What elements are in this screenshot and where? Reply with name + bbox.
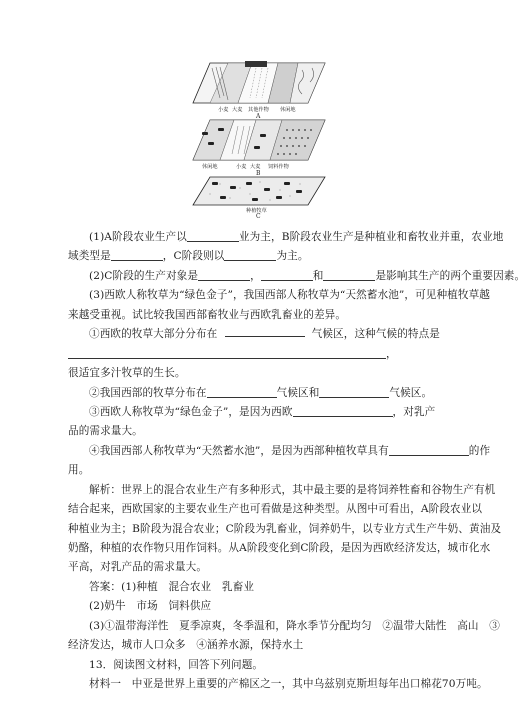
analysis-line-1: 解析：世界上的混合农业生产有多种形式，其中最主要的是将饲养牲畜和谷物生产有机	[89, 483, 496, 496]
q2-blank-3	[323, 269, 375, 281]
q3-s1-blank-2	[68, 347, 386, 359]
q3-s4-blank	[389, 444, 469, 456]
q13-line-2: 材料一 中亚是世界上重要的产棉区之一，其中乌兹别克斯坦每年出口棉花70万吨。	[89, 678, 488, 691]
q3-s3-blank	[293, 405, 393, 417]
q3-s4-line-2: 用。	[68, 464, 90, 477]
panel-b-label-wheat: 小麦	[236, 164, 247, 170]
panel-b-label-barley: 大麦	[250, 164, 261, 170]
stages-illustration	[190, 58, 330, 218]
q3-intro-line-2: 来越受重视。试比较我国西部畜牧业与西欧乳畜业的差异。	[68, 308, 347, 321]
q3-s1-line-3: 很适宜多汁牧草的生长。	[68, 367, 186, 380]
agriculture-stages-figure	[190, 58, 330, 218]
q2-line: (2)C阶段的生产对象是 ， 和 是影响其生产的两个重要因素。	[89, 269, 525, 282]
panel-a-label-fallow: 休闲地	[280, 107, 296, 113]
q3-s4-line: ④我国西部人称牧草为“天然蓄水池”，是因为西部种植牧草具有 的作	[89, 444, 491, 457]
analysis-line-2: 结合起来，西欧国家的主要农业生产也可看做是这种类型。从图中可看出，A阶段农业以	[68, 503, 483, 516]
panel-a	[193, 61, 325, 120]
panel-a-tag: A	[256, 113, 261, 120]
panel-c-tag: C	[256, 213, 261, 220]
panel-c	[193, 177, 325, 220]
panel-a-label-wheat: 小麦	[218, 107, 229, 113]
q1-line-2: 域类型是 ，C阶段则以 为主。	[68, 250, 309, 263]
analysis-line-3: 种植业为主；B阶段为混合农业；C阶段为乳畜业，饲养奶牛，以专业方式生产牛奶、黄油及	[68, 522, 502, 535]
answer-line-4: 经济发达，城市人口众多 ④涵养水源，保持水土	[68, 639, 304, 652]
panel-b-label-feed-crops: 饲料作物	[268, 164, 289, 170]
q1-blank-3	[224, 249, 276, 261]
panel-b-tag: B	[256, 170, 261, 177]
analysis-line-4: 奶酪，种植的农作物只用作饲料。从A阶段变化到C阶段，是因为西欧经济发达，城市化水	[68, 542, 491, 554]
q3-intro-line-1: (3)西欧人称牧草为“绿色金子”，我国西部人称牧草为“天然蓄水池”，可见种植牧草越	[89, 289, 490, 302]
q3-s2-blank-2	[319, 386, 389, 398]
panel-b	[193, 120, 325, 177]
q3-s1-blank-1	[225, 325, 305, 337]
q3-s2-line: ②我国西部的牧草分布在 气候区和 气候区。	[89, 386, 433, 399]
q1-blank-2	[111, 249, 163, 261]
q1-blank-1	[187, 230, 239, 242]
q3-s1-line: ①西欧的牧草大部分分布在 气候区，这种气候的特点是	[68, 325, 440, 344]
q2-blank-1	[198, 269, 250, 281]
q3-s1-line-2: ，	[68, 345, 440, 364]
q1-line-1: (1)A阶段农业生产以 业为主，B阶段农业生产是种植业和畜牧业并重，农业地	[89, 231, 504, 243]
answer-line-3: (3)①温带海洋性 夏季凉爽，冬季温和，降水季节分配均匀 ②温带大陆性 高山 ③	[89, 619, 500, 632]
analysis-line-5: 平高，对乳产品的需求量大。	[68, 561, 208, 574]
q3-s3-line-2: 品的需求量大。	[68, 425, 143, 438]
q2-blank-2	[261, 269, 313, 281]
q13-line-1: 13．阅读图文材料，回答下列问题。	[89, 658, 264, 671]
panel-b-label-fallow: 休闲地	[202, 164, 218, 170]
q3-s3-line: ③西欧人称牧草为“绿色金子”，是因为西欧 ，对乳产	[89, 405, 436, 418]
question-text-block	[68, 228, 525, 695]
answer-line-1: 答案：(1)种植 混合农业 乳畜业	[89, 580, 255, 593]
panel-a-label-other-crops: 其他作物	[248, 107, 269, 113]
q3-s2-blank-1	[207, 386, 277, 398]
answer-line-2: (2)奶牛 市场 饲料供应	[89, 600, 212, 613]
panel-a-label-barley: 大麦	[232, 107, 243, 113]
panel-c-label-pasture: 种植牧草	[246, 208, 267, 214]
